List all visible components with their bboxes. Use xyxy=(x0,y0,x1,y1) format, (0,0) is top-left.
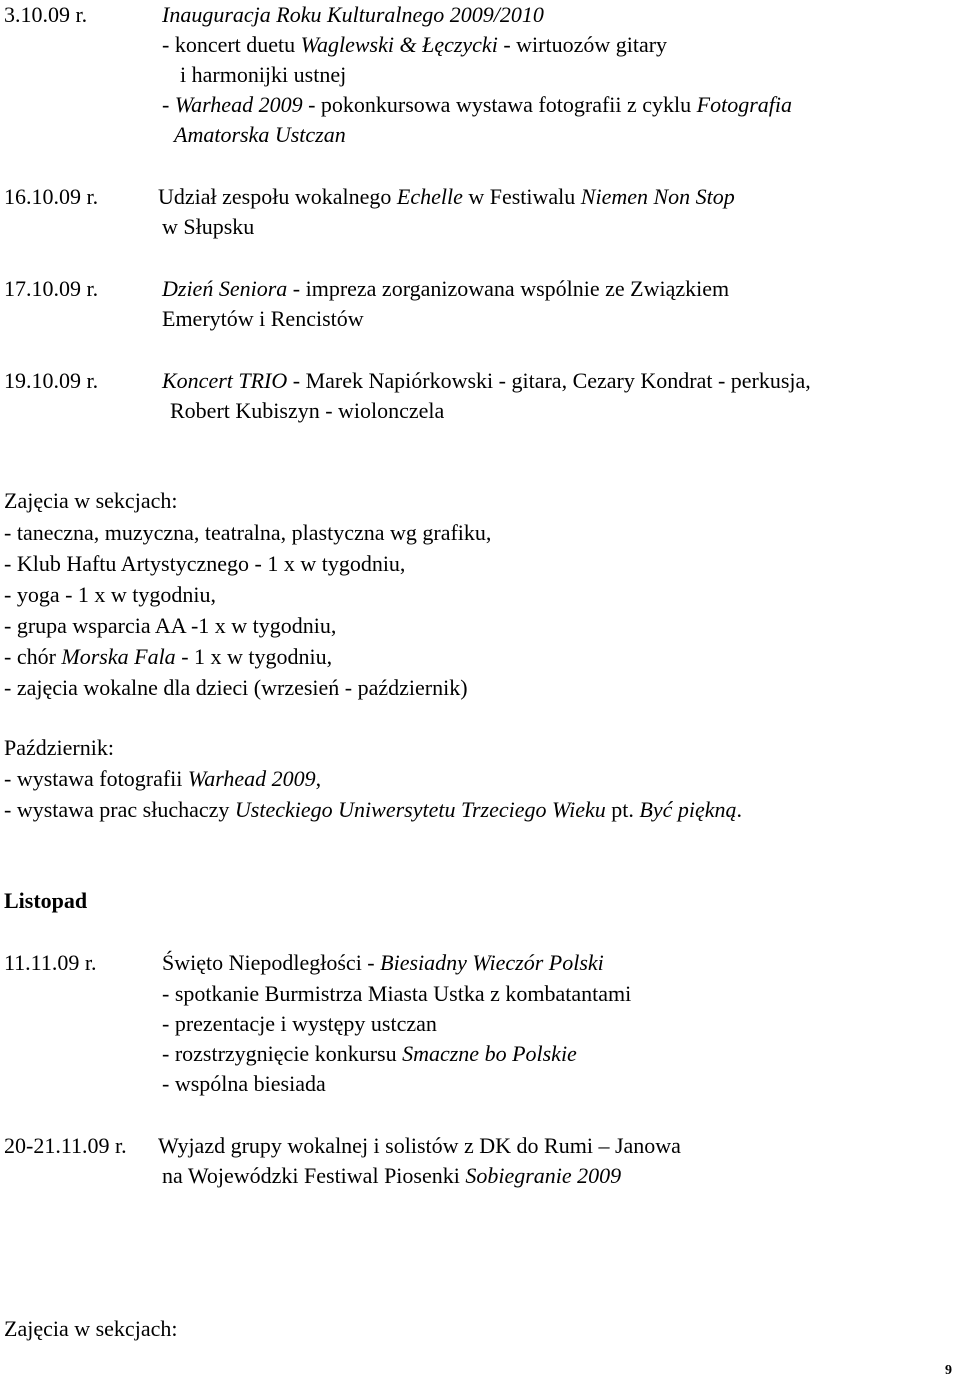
text-run: - 1 x w tygodniu, xyxy=(175,644,333,669)
italic-text: Niemen Non Stop xyxy=(580,184,735,209)
text-run: pt. xyxy=(605,797,640,822)
italic-text: Biesiadny Wieczór Polski xyxy=(380,950,604,975)
text-run: Emerytów i Rencistów xyxy=(162,306,364,331)
event-line xyxy=(162,1069,326,1099)
italic-text: Usteckiego Uniwersytetu Trzeciego Wieku xyxy=(234,797,606,822)
text-run: - wystawa prac słuchaczy xyxy=(4,797,235,822)
text-run: Robert Kubiszyn - wiolonczela xyxy=(170,398,445,423)
text-run: Święto Niepodległości - xyxy=(162,950,381,975)
text-run: - xyxy=(162,92,175,117)
list-item xyxy=(4,673,468,703)
text-run: - wspólna biesiada xyxy=(162,1071,326,1096)
italic-text: Smaczne bo Polskie xyxy=(402,1041,577,1066)
italic-text: Amatorska Ustczan xyxy=(174,122,346,147)
event-date: 3.10.09 r. xyxy=(4,2,88,27)
event-date: 20-21.11.09 r. xyxy=(4,1133,127,1158)
italic-text: Echelle xyxy=(396,184,463,209)
event-line xyxy=(162,1009,437,1039)
italic-text: Być piękną xyxy=(639,797,737,822)
event-date: 11.11.09 r. xyxy=(4,950,97,975)
italic-text: Warhead 2009 xyxy=(174,92,303,117)
text-run: - wystawa fotografii xyxy=(4,766,188,791)
event-line xyxy=(158,182,735,212)
text-run: - impreza zorganizowana wspólnie ze Związkiem xyxy=(287,276,730,301)
text-run: - zajęcia wokalne dla dzieci (wrzesień - październik) xyxy=(4,675,468,700)
list-item xyxy=(4,518,491,548)
text-run: - spotkanie Burmistrza Miasta Ustka z kombatantami xyxy=(162,981,632,1006)
italic-text: Dzień Seniora xyxy=(162,276,288,301)
event-line xyxy=(162,212,254,242)
text-run: - wirtuozów gitary xyxy=(497,32,668,57)
october-heading: Październik: xyxy=(4,735,114,760)
event-line xyxy=(162,948,604,978)
text-run: - Klub Haftu Artystycznego - 1 x w tygodniu, xyxy=(4,551,406,576)
event-line xyxy=(180,60,346,90)
italic-text: Sobiegranie 2009 xyxy=(465,1163,622,1188)
text-run: - prezentacje i występy ustczan xyxy=(162,1011,437,1036)
event-line xyxy=(170,396,444,426)
list-item xyxy=(4,549,405,579)
event-date: 16.10.09 r. xyxy=(4,184,99,209)
event-line xyxy=(162,979,631,1009)
november-heading: Listopad xyxy=(4,888,88,913)
list-item xyxy=(4,580,216,610)
text-run: - taneczna, muzyczna, teatralna, plastyczna wg grafiku, xyxy=(4,520,492,545)
text-run: w Festiwalu xyxy=(462,184,581,209)
text-run: Udział zespołu wokalnego xyxy=(158,184,397,209)
italic-text: Morska Fala xyxy=(61,644,176,669)
text-run: - chór xyxy=(4,644,62,669)
list-item xyxy=(4,795,742,825)
event-line xyxy=(162,1039,577,1069)
event-date: 19.10.09 r. xyxy=(4,368,99,393)
event-line xyxy=(162,274,729,304)
page-number: 9 xyxy=(945,1363,952,1378)
event-line xyxy=(162,366,811,396)
text-run: i harmonijki ustnej xyxy=(180,62,347,87)
italic-text: Koncert TRIO xyxy=(162,368,288,393)
sections-heading: Zajęcia w sekcjach: xyxy=(4,488,178,513)
list-item xyxy=(4,764,321,794)
list-item xyxy=(4,642,332,672)
list-item xyxy=(4,611,336,641)
event-line xyxy=(174,120,346,150)
sections-heading: Zajęcia w sekcjach: xyxy=(4,1316,178,1341)
event-line xyxy=(158,1131,681,1161)
event-line xyxy=(162,1161,621,1191)
text-run: w Słupsku xyxy=(162,214,255,239)
text-run: - rozstrzygnięcie konkursu xyxy=(162,1041,403,1066)
text-run: Wyjazd grupy wokalnej i solistów z DK do Rumi – Janowa xyxy=(158,1133,681,1158)
event-line xyxy=(162,304,364,334)
text-run: - grupa wsparcia AA -1 x w tygodniu, xyxy=(4,613,337,638)
text-run: - yoga - 1 x w tygodniu, xyxy=(4,582,217,607)
event-line xyxy=(162,30,667,60)
italic-text: Warhead 2009 xyxy=(187,766,316,791)
event-date: 17.10.09 r. xyxy=(4,276,99,301)
italic-text: Waglewski & Łęczycki xyxy=(300,32,498,57)
text-run: na Wojewódzki Festiwal Piosenki xyxy=(162,1163,466,1188)
italic-text: Inauguracja Roku Kulturalnego 2009/2010 xyxy=(162,2,544,27)
italic-text: Fotografia xyxy=(696,92,792,117)
text-run: , xyxy=(315,766,322,791)
text-run: . xyxy=(736,797,742,822)
event-line xyxy=(162,90,792,120)
text-run: - pokonkursowa wystawa fotografii z cyklu xyxy=(302,92,697,117)
event-title xyxy=(162,0,544,30)
text-run: - koncert duetu xyxy=(162,32,301,57)
text-run: - Marek Napiórkowski - gitara, Cezary Kondrat - perkusja, xyxy=(287,368,811,393)
